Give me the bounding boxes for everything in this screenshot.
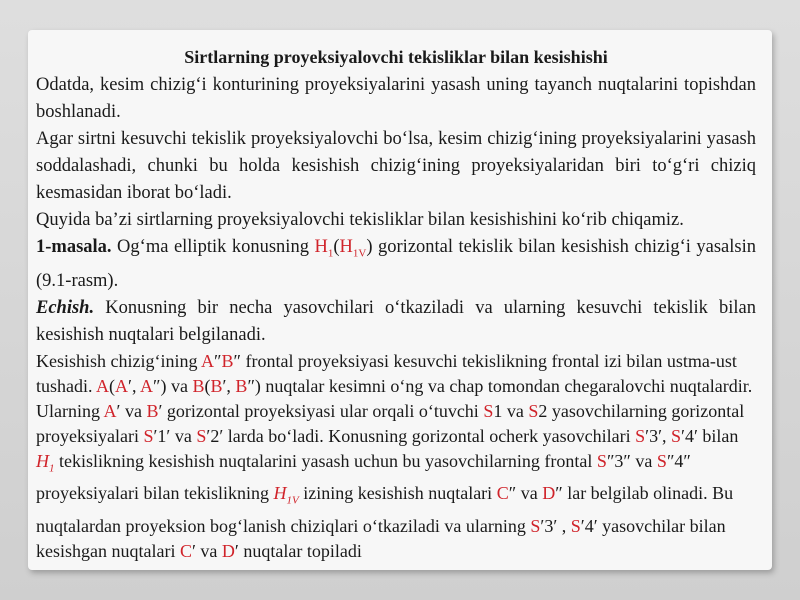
- paragraph-intro: Odatda, kesim chizig‘i konturining proyeksiyalarini yasash uning tayanch nuqtalarini topishdan boshlanadi.: [36, 75, 756, 122]
- paragraph-overview: Quyida ba’zi sirtlarning proyeksiyalovchi tekisliklar bilan kesishishini ko‘rib chiqamiz.: [36, 210, 684, 230]
- plane-trace-symbol: $H_{1V}$: [339, 237, 367, 260]
- paragraph-construction: Kesishish chizig‘ining A″B″ frontal proyeksiyasi kesuvchi tekislikning frontal izi bilan ustma-ust tushadi. A(A′, A″) va B(B′, B″) nuqtalar kesimni o‘ng va chap tomondan chegaralovchi nuqtalardir. Ularning A′ va B′ gorizontal proyeksiyasi ular orqali o‘tuvchi S1 va S2 yasovchilarning gorizontal proyeksiyalari S′1′ va S′2′ larda bo‘ladi. Konusning gorizontal ocherk yasovchilari S′3′, S′4′ bilan $H_1$ tekislikning kesishish nuqtalarini yasash uchun bu yasovchilarning frontal S″3″ va S″4″ proyeksiyalari bilan tekislikning $H_{1V}$ izining kesishish nuqtalari C″ va D″ lar belgilab olinadi. Bu nuqtalardan proyeksion bog‘lanish chiziqlari o‘tkaziladi va ularning S′3′ , S′4′ yasovchilar bilan kesishgan nuqtalari C′ va D′ nuqtalar topiladi: [36, 350, 753, 561]
- paragraph-projecting-plane: Agar sirtni kesuvchi tekislik proyeksiyalovchi bo‘lsa, kesim chizig‘ining proyeksiyalarini yasash soddalashadi, chunki bu holda kesishish chizig‘ining proyeksiyalaridan biri to‘g‘ri chiziq kesmasidan iborat bo‘ladi.: [36, 129, 756, 203]
- slide-content: [36, 46, 756, 564]
- plane-symbol: $H_1$: [314, 237, 334, 260]
- problem-label: 1-masala.: [36, 237, 112, 257]
- slide-title: Sirtlarning proyeksiyalovchi tekisliklar bilan kesishishi: [184, 47, 608, 67]
- problem-text-2: gorizontal tekislik bilan kesishish chizig‘i yasalsin (9.1-rasm).: [36, 237, 756, 291]
- solution-text: Konusning bir necha yasovchilari o‘tkaziladi va ularning kesuvchi tekislik bilan kesishish nuqtalari belgilanadi.: [36, 297, 756, 345]
- paragraph-solution: [36, 295, 756, 349]
- problem-text-1: Og‘ma elliptik konusning: [111, 237, 315, 257]
- solution-label: Echish.: [36, 297, 95, 318]
- paragraph-problem: 1-masala. Og‘ma elliptik konusning $H_1(H_{1V})$ gorizontal tekislik bilan kesishish chizig‘i yasalsin (9.1-rasm).: [36, 237, 756, 291]
